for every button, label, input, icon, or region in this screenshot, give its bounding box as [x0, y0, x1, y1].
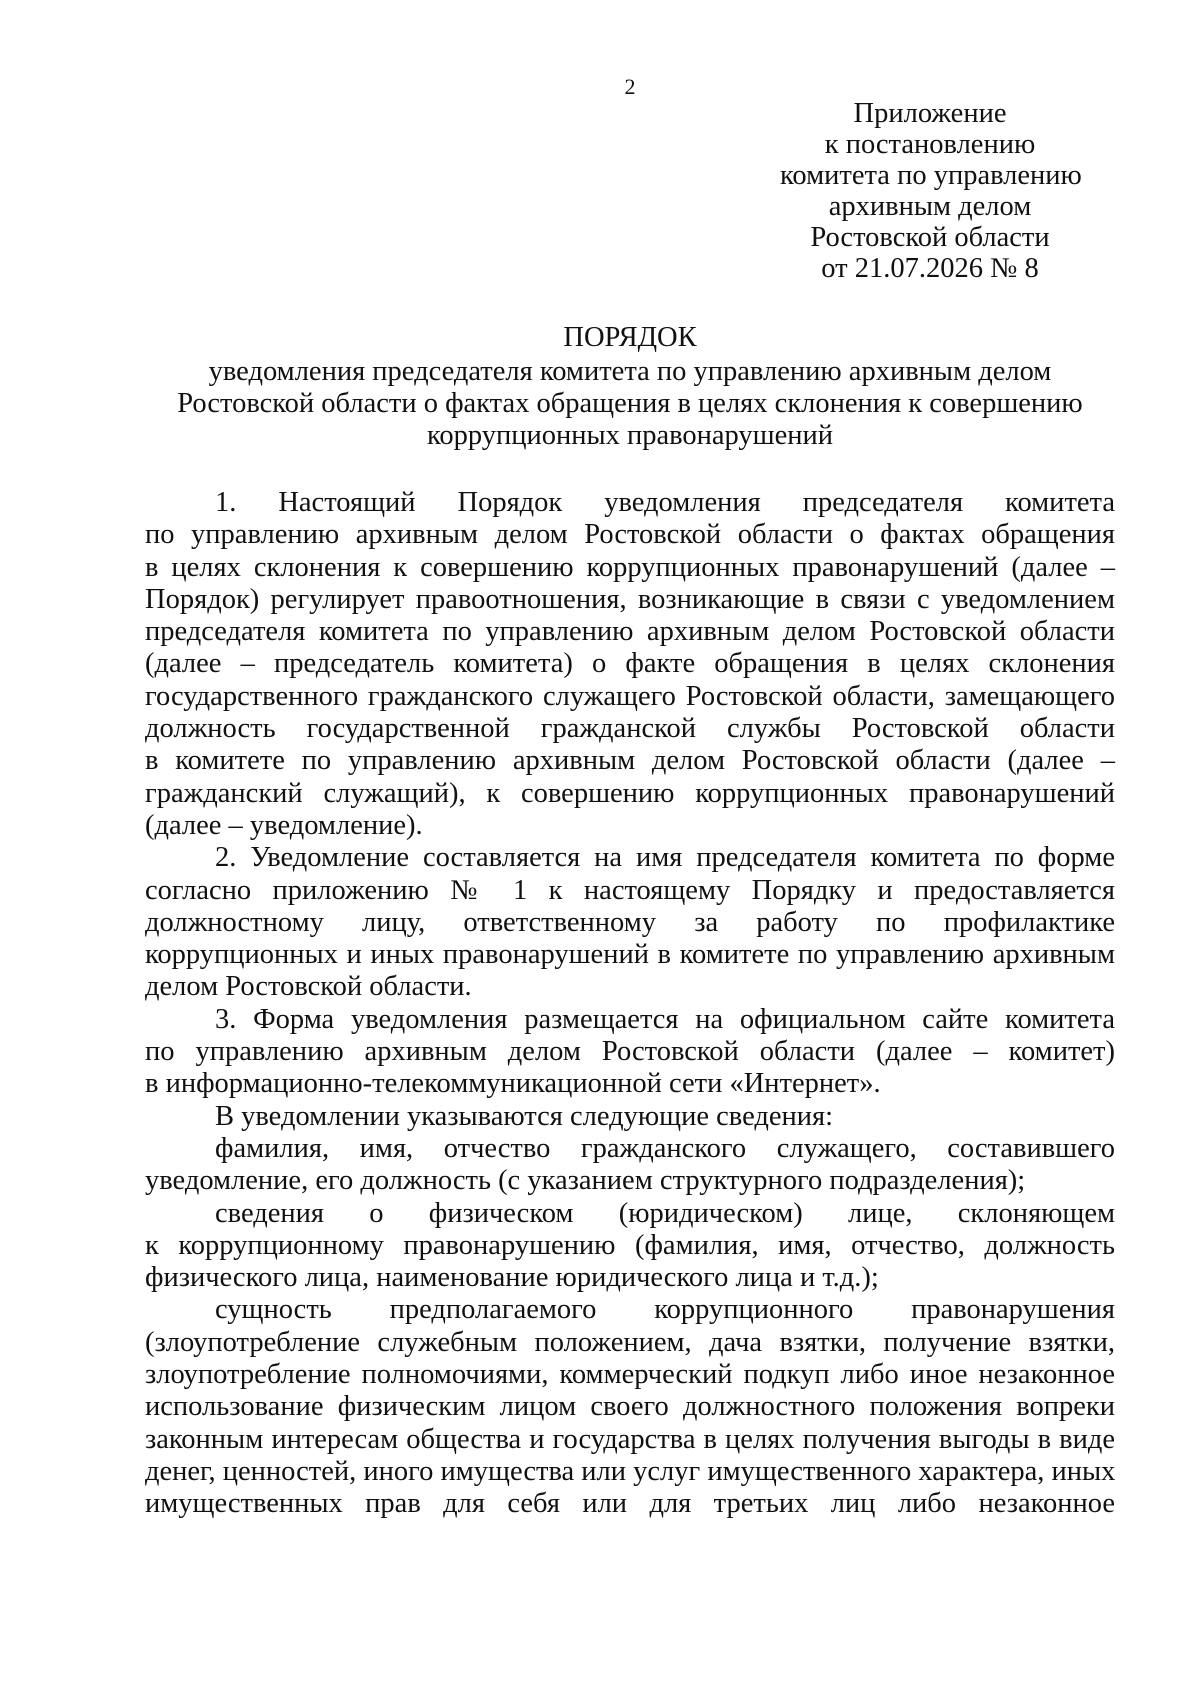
appendix-block — [780, 98, 1080, 284]
body-line: уведомление, его должность (с указанием структурного подразделения); — [145, 1165, 1026, 1197]
subtitle-line: уведомления председателя комитета по управлению архивным делом — [208, 356, 1052, 387]
subtitle-line: Ростовской области о фактах обращения в целях склонения к совершению — [177, 388, 1083, 419]
body-line: законным интересам общества и государства в целях получения выгоды в виде — [145, 1423, 1115, 1455]
body-line: фамилия, имя, отчество гражданского служащего, составившего — [215, 1132, 1115, 1164]
body-line: злоупотребление полномочиями, коммерческий подкуп либо иное незаконное — [145, 1359, 1115, 1391]
body-line: государственного гражданского служащего Ростовской области, замещающего — [145, 680, 1115, 712]
appendix-line: архивным делом — [828, 191, 1032, 222]
document-subtitle — [145, 356, 1115, 452]
body-line: 2. Уведомление составляется на имя председателя комитета по форме — [215, 842, 1115, 874]
appendix-line: к постановлению — [824, 129, 1036, 160]
body-line: 1. Настоящий Порядок уведомления председателя комитета — [215, 487, 1115, 518]
body-line: (далее – уведомление). — [145, 809, 423, 841]
body-line: (далее – председатель комитета) о факте обращения в целях склонения — [145, 648, 1115, 680]
body-line: денег, ценностей, иного имущества или услуг имущественного характера, иных — [145, 1455, 1116, 1487]
body-line: сведения о физическом (юридическом) лице, склоняющем — [215, 1197, 1115, 1229]
appendix-line: Приложение — [853, 98, 1007, 129]
body-line: к коррупционному правонарушению (фамилия, имя, отчество, должность — [145, 1229, 1115, 1261]
appendix-line: от 21.07.2026 № 8 — [821, 253, 1039, 284]
body-line: должность государственной гражданской службы Ростовской области — [145, 713, 1115, 745]
appendix-line: Ростовской области — [810, 222, 1050, 253]
body-line: в информационно-телекоммуникационной сети «Интернет». — [145, 1068, 881, 1100]
body-line: по управлению архивным делом Ростовской области (далее – комитет) — [145, 1036, 1115, 1068]
body-line: сущность предполагаемого коррупционного правонарушения — [215, 1294, 1115, 1326]
body-line: делом Ростовской области. — [145, 971, 472, 1003]
body-line: председателя комитета по управлению архивным делом Ростовской области — [145, 616, 1115, 648]
body-line: должностному лицу, ответственному за работу по профилактике — [145, 906, 1115, 938]
body-line: 3. Форма уведомления размещается на официальном сайте комитета — [215, 1003, 1115, 1035]
document-body — [145, 487, 1115, 1521]
body-line: в целях склонения к совершению коррупционных правонарушений (далее – — [145, 551, 1115, 583]
appendix-line: комитета по управлению — [780, 160, 1082, 191]
body-line: В уведомлении указываются следующие сведения: — [215, 1100, 834, 1132]
body-line: согласно приложению № 1 к настоящему Порядку и предоставляется — [145, 874, 1115, 906]
subtitle-line: коррупционных правонарушений — [426, 420, 834, 451]
body-line: коррупционных и иных правонарушений в комитете по управлению архивным — [145, 939, 1115, 971]
body-line: в комитете по управлению архивным делом Ростовской области (далее – — [145, 745, 1115, 777]
document-title: ПОРЯДОК — [563, 322, 697, 353]
body-line: физического лица, наименование юридического лица и т.д.); — [145, 1262, 879, 1294]
body-line: гражданский служащий), к совершению коррупционных правонарушений — [145, 777, 1115, 809]
body-line: по управлению архивным делом Ростовской области о фактах обращения — [145, 519, 1115, 551]
body-line: имущественных прав для себя или для третьих лиц либо незаконное — [145, 1488, 1115, 1520]
body-line: использование физическим лицом своего должностного положения вопреки — [145, 1391, 1115, 1423]
body-line: Порядок) регулирует правоотношения, возникающие в связи с уведомлением — [145, 583, 1115, 615]
body-line: (злоупотребление служебным положением, дача взятки, получение взятки, — [145, 1326, 1115, 1358]
page-number: 2 — [624, 74, 636, 99]
